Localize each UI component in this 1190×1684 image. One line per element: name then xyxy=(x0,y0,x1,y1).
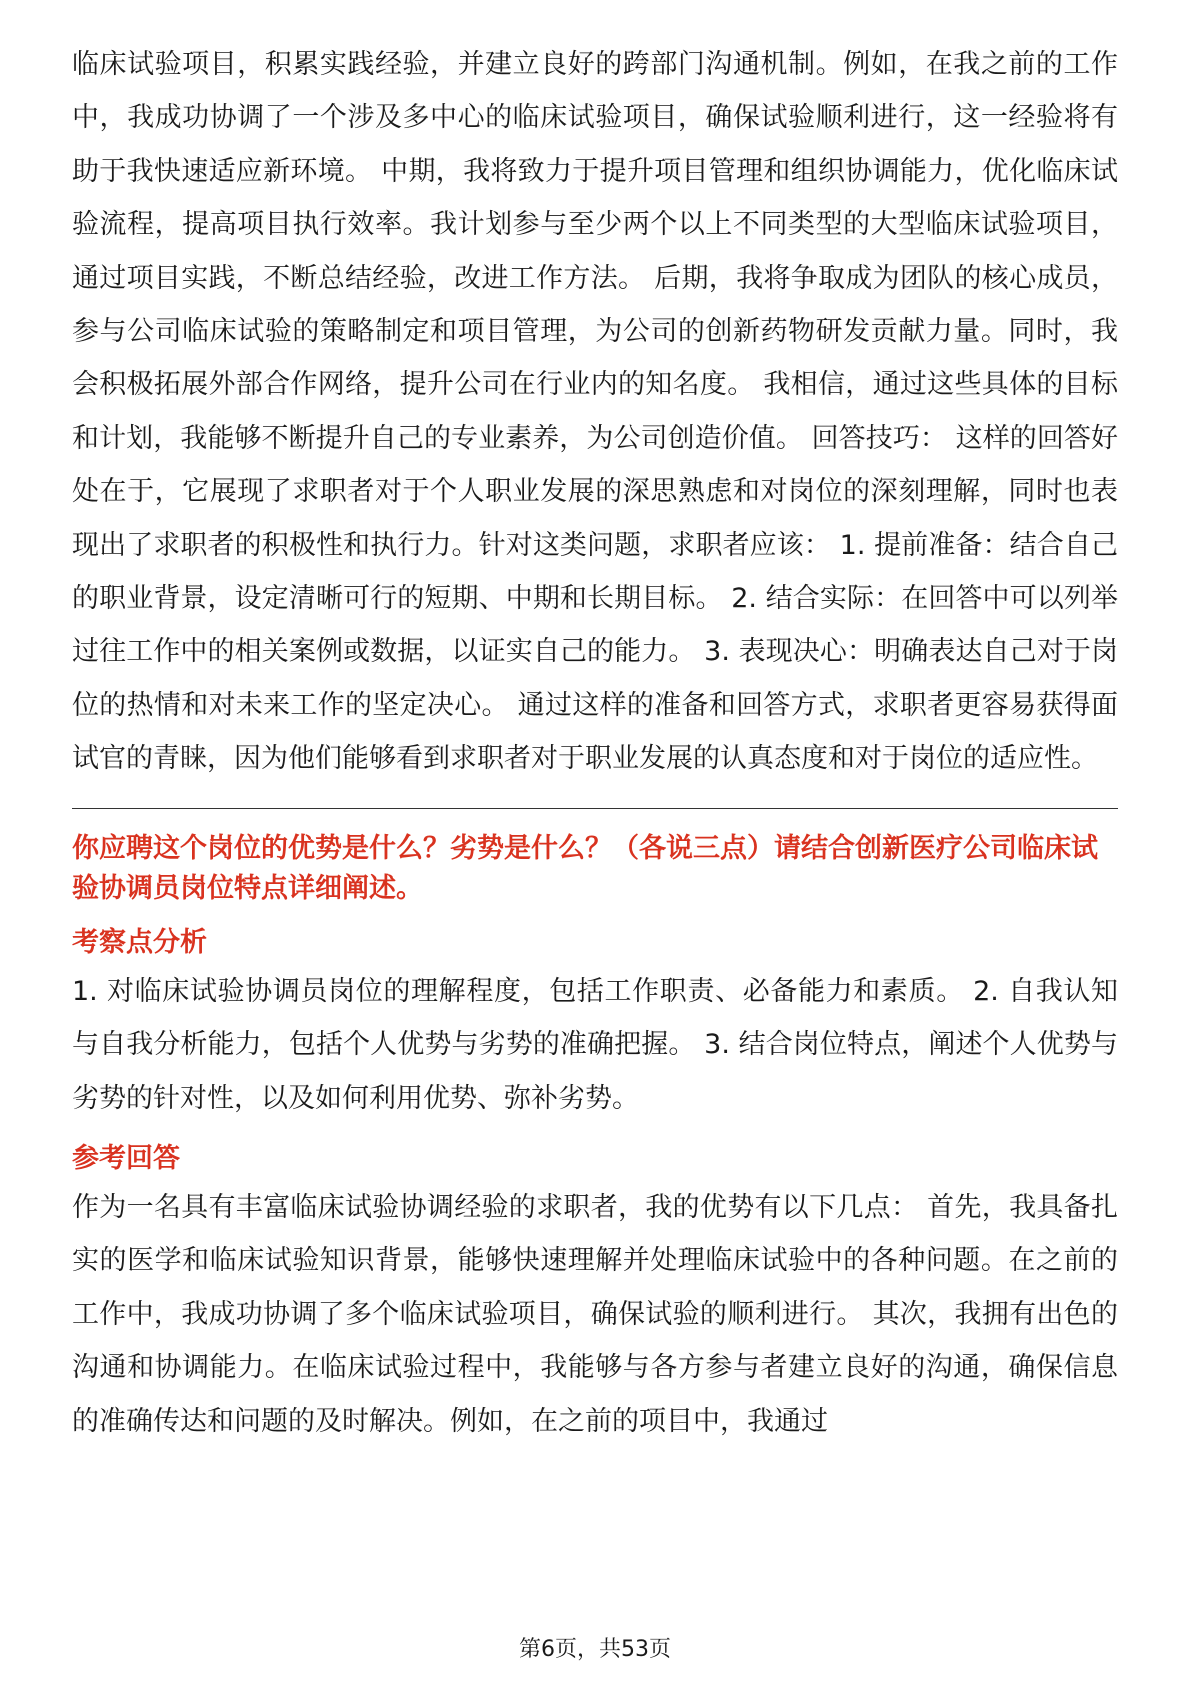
page-number: 第6页，共53页 xyxy=(519,1637,671,1662)
analysis-paragraph: 1. 对临床试验协调员岗位的理解程度，包括工作职责、必备能力和素质。 2. 自我认知与自我分析能力，包括个人优势与劣势的准确把握。 3. 结合岗位特点，阐述个人优势与劣势的针对性，以及如何利用优势、弥补劣势。 xyxy=(72,975,1118,1114)
intro-paragraph: 临床试验项目，积累实践经验，并建立良好的跨部门沟通机制。例如，在我之前的工作中，我成功协调了一个涉及多中心的临床试验项目，确保试验顺利进行，这一经验将有助于我快速适应新环境。 中期，我将致力于提升项目管理和组织协调能力，优化临床试验流程，提高项目执行效率。我计划参与至少两个以上不同类型的大型临床试验项目，通过项目实践，不断总结经验，改进工作方法。 后期，我将争取成为团队的核心成员，参与公司临床试验的策略制定和项目管理，为公司的创新药物研发贡献力量。同时，我会积极拓展外部合作网络，提升公司在行业内的知名度。 我相信，通过这些具体的目标和计划，我能够不断提升自己的专业素养，为公司创造价值。 回答技巧： 这样的回答好处在于，它展现了求职者对于个人职业发展的深思熟虑和对岗位的深刻理解，同时也表现出了求职者的积极性和执行力。针对这类问题，求职者应该： 1. 提前准备：结合自己的职业背景，设定清晰可行的短期、中期和长期目标。 2. 结合实际：在回答中可以列举过往工作中的相关案例或数据，以证实自己的能力。 3. 表现决心：明确表达自己对于岗位的热情和对未来工作的坚定决心。 通过这样的准备和回答方式，求职者更容易获得面试官的青睐，因为他们能够看到求职者对于职业发展的认真态度和对于岗位的适应性。 xyxy=(72,49,1118,775)
document-page xyxy=(72,38,1118,1448)
analysis-heading: 考察点分析 xyxy=(72,926,207,958)
reference-answer-heading: 参考回答 xyxy=(72,1142,180,1174)
interview-question: 你应聘这个岗位的优势是什么？劣势是什么？（各说三点）请结合创新医疗公司临床试验协调员岗位特点详细阐述。 xyxy=(72,832,1098,904)
reference-answer-paragraph: 作为一名具有丰富临床试验协调经验的求职者，我的优势有以下几点： 首先，我具备扎实的医学和临床试验知识背景，能够快速理解并处理临床试验中的各种问题。在之前的工作中，我成功协调了多个临床试验项目，确保试验的顺利进行。 其次，我拥有出色的沟通和协调能力。在临床试验过程中，我能够与各方参与者建立良好的沟通，确保信息的准确传达和问题的及时解决。例如，在之前的项目中，我通过 xyxy=(72,1191,1118,1437)
section-divider xyxy=(72,808,1118,809)
